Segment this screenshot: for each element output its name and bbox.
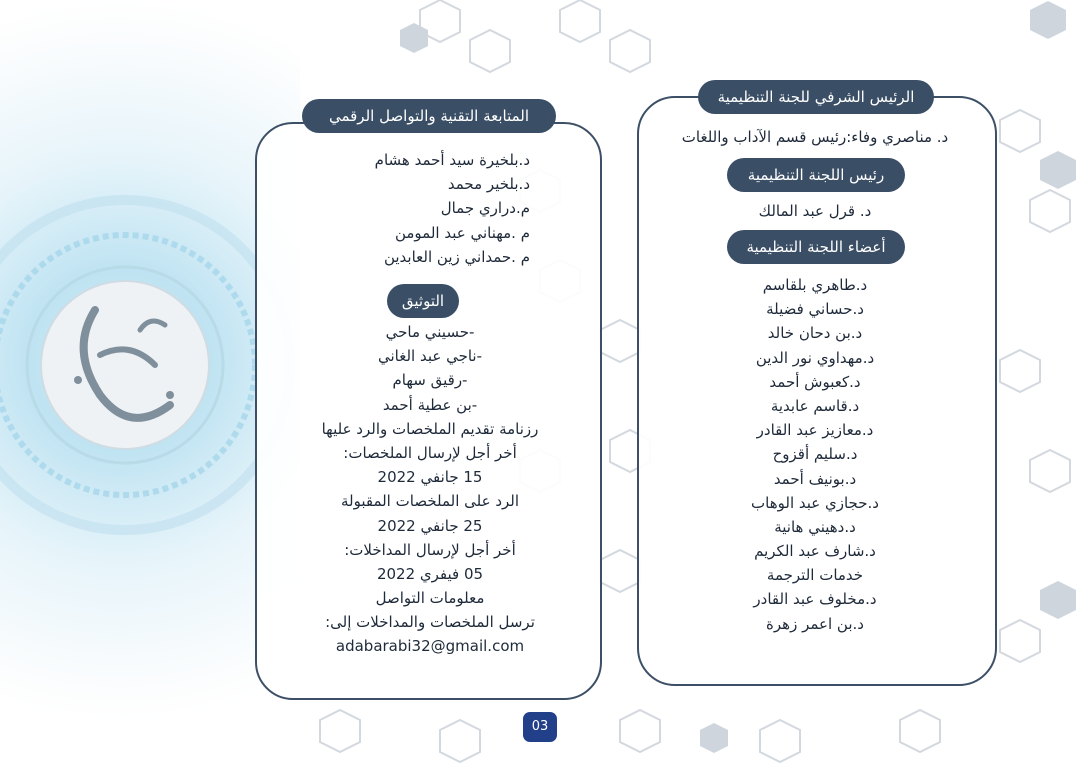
- list-item: د.كعبوش أحمد: [769, 372, 861, 391]
- list-item: د.معازيز عبد القادر: [756, 421, 874, 440]
- list-item: د.طاهري بلقاسم: [762, 276, 868, 294]
- chair-name: د. قرل عبد المالك: [758, 202, 872, 220]
- list-item: د.بن اعمر زهرة: [766, 614, 864, 633]
- schedule-line: أخر أجل لإرسال الملخصات:: [343, 443, 517, 462]
- schedule-line: 05 فيفري 2022: [376, 564, 484, 583]
- page-number-badge: 03: [523, 712, 557, 742]
- list-item: م .حمداني زين العابدين: [383, 247, 530, 266]
- list-item: د.حجازي عبد الوهاب: [751, 493, 879, 512]
- documentation-section-title: التوثيق: [387, 284, 459, 318]
- schedule-line: أخر أجل لإرسال المداخلات:: [344, 540, 516, 559]
- members-title: أعضاء اللجنة التنظيمية: [727, 230, 905, 264]
- list-item: د.حساني فضيلة: [766, 300, 864, 319]
- committee-members-list: [645, 273, 985, 636]
- contact-email: adabarabi32@gmail.com: [335, 637, 525, 656]
- list-item: د.بن دحان خالد: [767, 324, 863, 343]
- emblem-icon: [0, 200, 290, 530]
- tech-members-list: [270, 148, 590, 269]
- list-item: -بن عطية أحمد: [382, 395, 478, 414]
- list-item: د.بونيف أحمد: [773, 469, 857, 488]
- list-item: خدمات الترجمة: [766, 566, 864, 585]
- list-item: د.سليم أقزوح: [772, 445, 858, 464]
- tech-section-title: المتابعة التقنية والتواصل الرقمي: [302, 99, 556, 133]
- list-item: د.دهيني هانية: [774, 517, 856, 536]
- schedule-line: معلومات التواصل: [375, 589, 485, 608]
- list-item: د.قاسم عابدية: [770, 396, 860, 415]
- schedule-line: رزنامة تقديم الملخصات والرد عليها: [321, 419, 539, 438]
- list-item: م.دراري جمال: [440, 199, 530, 218]
- list-item: -ناجي عبد الغاني: [377, 347, 483, 366]
- schedule-line: 15 جانفي 2022: [377, 468, 483, 487]
- schedule-line: ترسل الملخصات والمداخلات إلى:: [325, 613, 535, 632]
- list-item: م .مهناني عبد المومن: [394, 223, 530, 242]
- schedule-line: الرد على الملخصات المقبولة: [340, 492, 520, 511]
- documentation-schedule-list: [265, 320, 595, 659]
- list-item: -حسيني ماحي: [385, 323, 475, 341]
- list-item: د.مهداوي نور الدين: [755, 348, 875, 367]
- list-item: -رقيق سهام: [392, 371, 468, 390]
- list-item: د.بلخيرة سيد أحمد هشام: [374, 151, 530, 169]
- honorary-chair-title: الرئيس الشرفي للجنة التنظيمية: [698, 80, 934, 114]
- list-item: د.بلخير محمد: [447, 175, 530, 194]
- honorary-chair-name: د. مناصري وفاء:رئيس قسم الآداب واللغات: [681, 128, 949, 146]
- list-item: د.مخلوف عبد القادر: [753, 590, 877, 609]
- chair-title: رئيس اللجنة التنظيمية: [727, 158, 905, 192]
- schedule-line: 25 جانفي 2022: [377, 516, 483, 535]
- list-item: د.شارف عبد الكريم: [754, 542, 876, 561]
